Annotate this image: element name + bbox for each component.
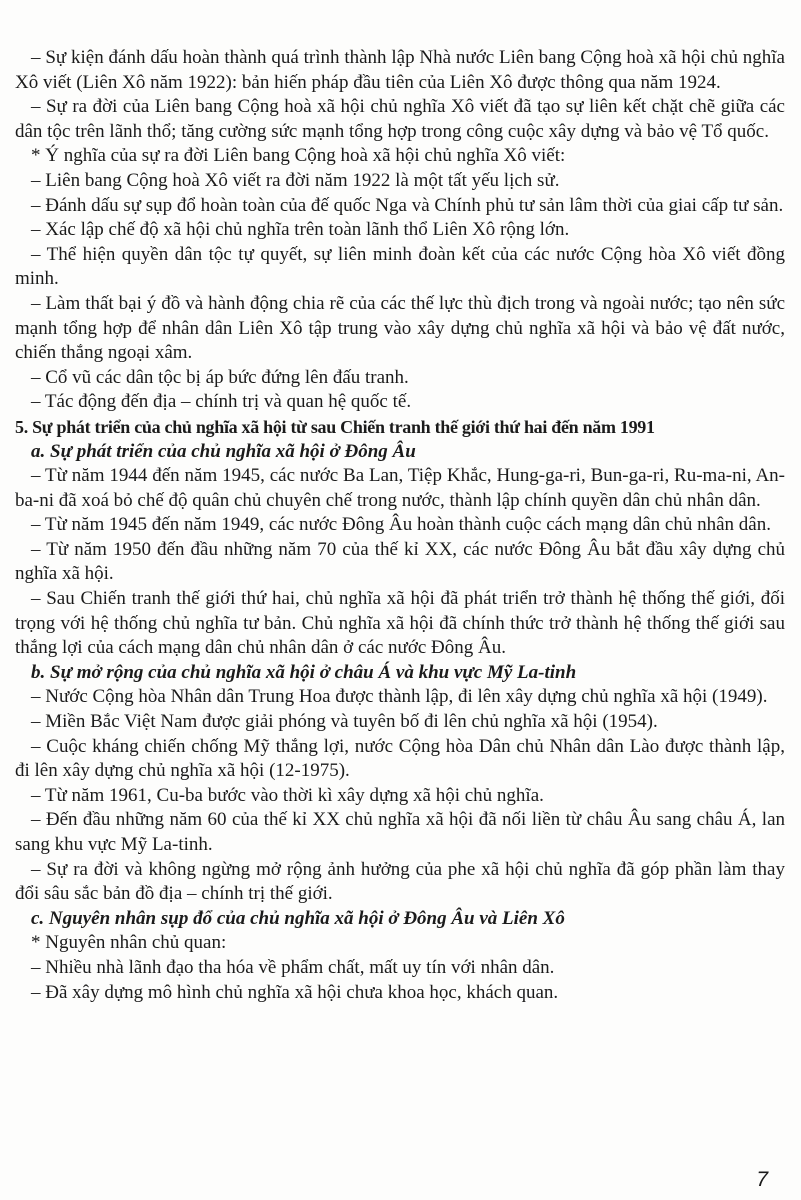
subsection-heading-c: c. Nguyên nhân sụp đổ của chủ nghĩa xã hội ở Đông Âu và Liên Xô [31,907,565,929]
paragraph: – Sự ra đời và không ngừng mở rộng ảnh hưởng của phe xã hội chủ nghĩa đã góp phần làm thay đổi sâu sắc bản đồ địa – chính trị thế giới. [15,858,785,905]
subsection-heading-b: b. Sự mở rộng của chủ nghĩa xã hội ở châu Á và khu vực Mỹ La-tinh [31,661,577,683]
paragraph: – Sự kiện đánh dấu hoàn thành quá trình thành lập Nhà nước Liên bang Cộng hoà xã hội chủ nghĩa Xô viết (Liên Xô năm 1922): bản hiến pháp đầu tiên của Liên Xô được thông qua năm 1924. [15,47,785,93]
paragraph: – Sau Chiến tranh thế giới thứ hai, chủ nghĩa xã hội đã phát triển trở thành hệ thống thế giới, đối trọng với hệ thống chủ nghĩa tư bản. Chủ nghĩa xã hội đã chính thức trở thành hệ thống thế giới sau thắng lợi của cách mạng dân chủ nhân dân ở các nước Đông Âu. [15,588,785,659]
paragraph: * Ý nghĩa của sự ra đời Liên bang Cộng hoà xã hội chủ nghĩa Xô viết: [31,145,566,167]
paragraph: – Thể hiện quyền dân tộc tự quyết, sự liên minh đoàn kết của các nước Cộng hòa Xô viết đồng minh. [15,243,785,290]
paragraph: – Sự ra đời của Liên bang Cộng hoà xã hội chủ nghĩa Xô viết đã tạo sự liên kết chặt chẽ giữa các dân tộc trên lãnh thổ; tăng cường sức mạnh tổng hợp trong công cuộc xây dựng và bảo vệ Tổ quốc. [15,96,785,142]
paragraph: – Từ năm 1945 đến năm 1949, các nước Đông Âu hoàn thành cuộc cách mạng dân chủ nhân dân. [31,514,771,536]
subsection-heading-a: a. Sự phát triển của chủ nghĩa xã hội ở Đông Âu [31,440,416,462]
paragraph: – Từ năm 1944 đến năm 1945, các nước Ba Lan, Tiệp Khắc, Hung-ga-ri, Bun-ga-ri, Ru-ma-ni, An-ba-ni đã xoá bỏ chế độ quân chủ chuyên chế trong nước, thành lập chính quyền dân chủ nhân dân. [15,465,785,511]
paragraph: – Xác lập chế độ xã hội chủ nghĩa trên toàn lãnh thổ Liên Xô rộng lớn. [31,219,570,241]
page-number: 7 [756,1168,768,1192]
text-block [15,46,785,1005]
section-heading-5: 5. Sự phát triển của chủ nghĩa xã hội từ sau Chiến tranh thế giới thứ hai đến năm 1991 [15,416,655,437]
paragraph: – Miền Bắc Việt Nam được giải phóng và tuyên bố đi lên chủ nghĩa xã hội (1954). [31,711,658,733]
paragraph: – Đã xây dựng mô hình chủ nghĩa xã hội chưa khoa học, khách quan. [31,981,559,1003]
paragraph: – Liên bang Cộng hoà Xô viết ra đời năm 1922 là một tất yếu lịch sử. [31,169,560,191]
paragraph: – Đánh dấu sự sụp đổ hoàn toàn của đế quốc Nga và Chính phủ tư sản lâm thời của giai cấp tư sản. [31,194,784,216]
paragraph: * Nguyên nhân chủ quan: [31,932,227,954]
paragraph: – Từ năm 1961, Cu-ba bước vào thời kì xây dựng xã hội chủ nghĩa. [31,784,544,806]
paragraph: – Cuộc kháng chiến chống Mỹ thắng lợi, nước Cộng hòa Dân chủ Nhân dân Lào được thành lập, đi lên xây dựng chủ nghĩa xã hội (12-1975). [15,735,785,782]
paragraph: – Làm thất bại ý đồ và hành động chia rẽ của các thế lực thù địch trong và ngoài nước; tạo nên sức mạnh tổng hợp để nhân dân Liên Xô tập trung vào xây dựng chủ nghĩa xã hội và bảo vệ đất nước, chiến thắng ngoại xâm. [15,292,785,364]
paragraph: – Tác động đến địa – chính trị và quan hệ quốc tế. [31,391,412,413]
paragraph: – Từ năm 1950 đến đầu những năm 70 của thế kỉ XX, các nước Đông Âu bắt đầu xây dựng chủ nghĩa xã hội. [15,538,785,585]
paragraph: – Đến đầu những năm 60 của thế kỉ XX chủ nghĩa xã hội đã nối liền từ châu Âu sang châu Á, lan sang khu vực Mỹ La-tinh. [15,809,785,855]
paragraph: – Cổ vũ các dân tộc bị áp bức đứng lên đấu tranh. [31,366,409,388]
paragraph: – Nhiều nhà lãnh đạo tha hóa về phẩm chất, mất uy tín với nhân dân. [31,956,555,978]
paragraph: – Nước Cộng hòa Nhân dân Trung Hoa được thành lập, đi lên xây dựng chủ nghĩa xã hội (1949). [31,686,768,708]
